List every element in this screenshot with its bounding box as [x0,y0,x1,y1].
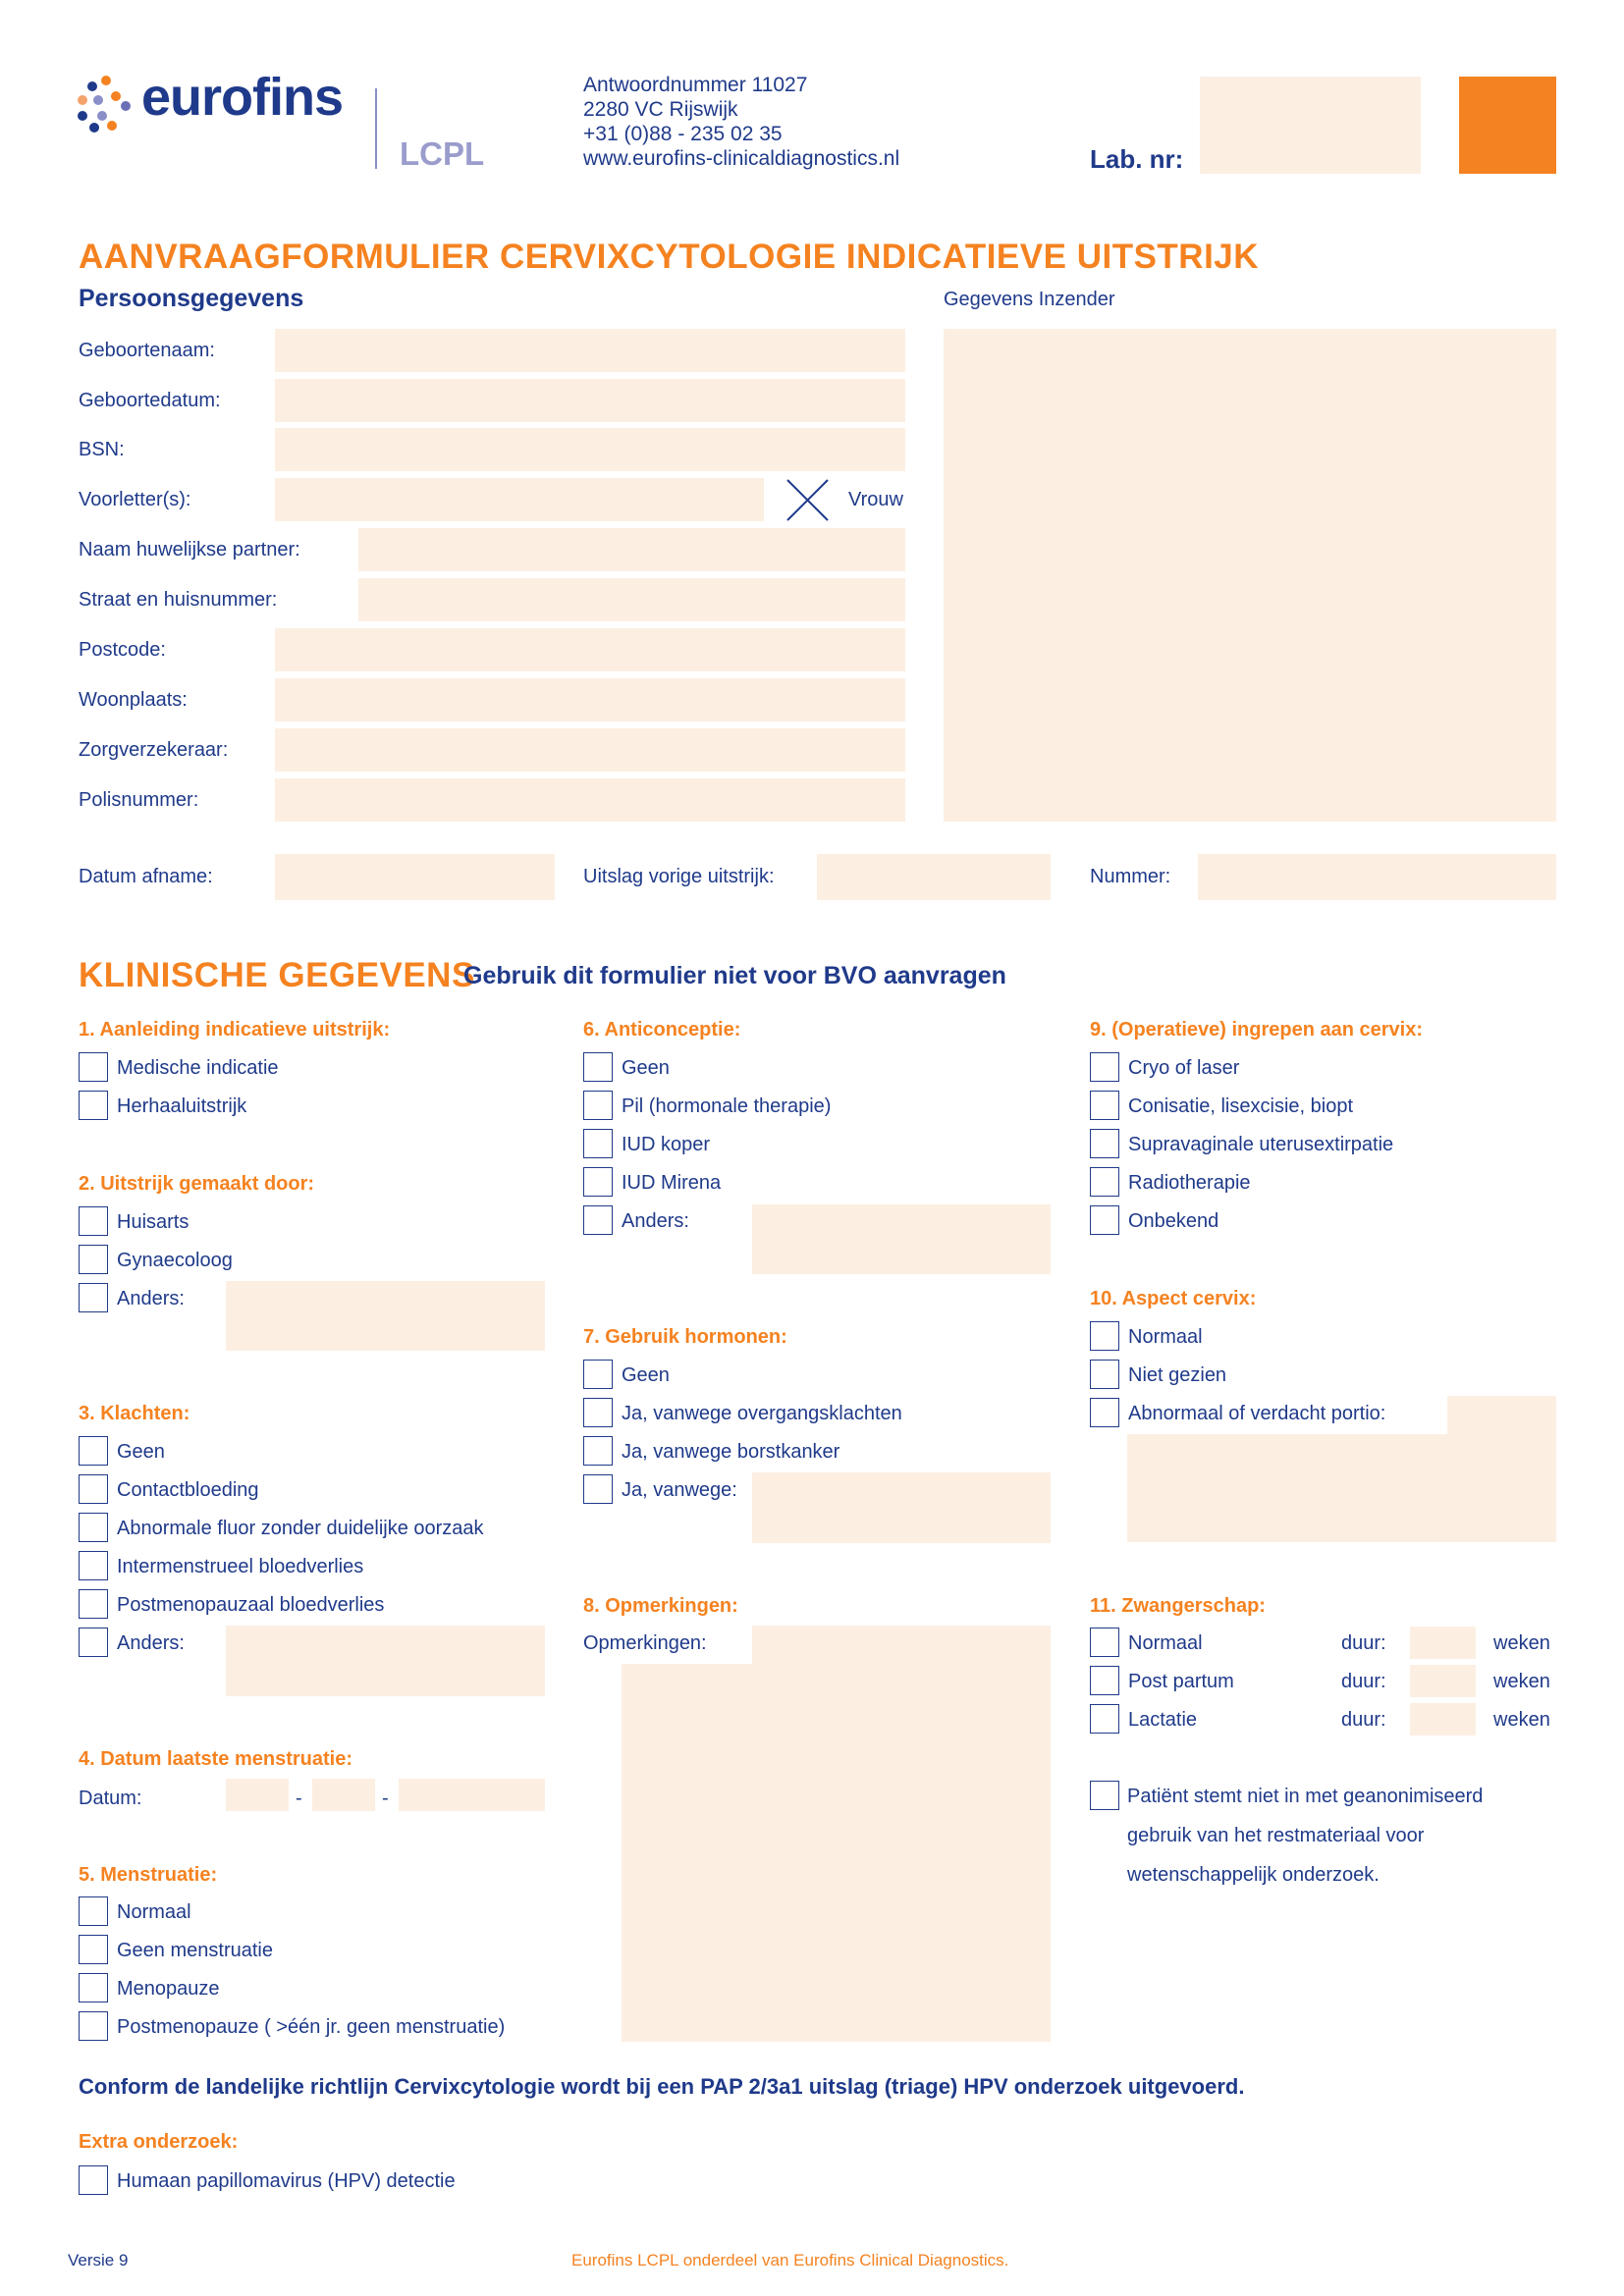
checkbox-label: Niet gezien [1128,1364,1227,1386]
input-geboortenaam[interactable] [275,329,905,372]
checkbox-s11-1[interactable] [1090,1666,1119,1695]
checkbox-label: Ja, vanwege borstkanker [622,1441,840,1463]
vrouw-label: Vrouw [848,489,903,510]
input-voorletters[interactable] [275,478,764,521]
cross-mark-icon [785,478,830,522]
address-line: Antwoordnummer 11027 [583,74,808,96]
datum-label: Datum: [79,1788,142,1809]
inzender-field[interactable] [944,329,1556,822]
field-label: Straat en huisnummer: [79,589,278,611]
input-bsn[interactable] [275,428,905,471]
checkbox-label: Normaal [1128,1632,1203,1654]
checkbox-label: Abnormaal of verdacht portio: [1128,1403,1386,1424]
checkbox-s9-2[interactable] [1090,1129,1119,1158]
checkbox-s5-0[interactable] [79,1896,108,1926]
input-zorgverzekeraar[interactable] [275,728,905,772]
nummer-input[interactable] [1198,854,1556,900]
datum-afname-input[interactable] [275,854,555,900]
checkbox-s9-4[interactable] [1090,1205,1119,1235]
lab-nr-label: Lab. nr: [1090,144,1184,174]
section-7-title: 7. Gebruik hormonen: [583,1326,787,1348]
checkbox-label: Cryo of laser [1128,1057,1240,1079]
checkbox-s10-0[interactable] [1090,1321,1119,1351]
checkbox-s7-2[interactable] [583,1436,613,1466]
opmerkingen-label: Opmerkingen: [583,1632,707,1654]
checkbox-s9-3[interactable] [1090,1167,1119,1197]
checkbox-s2-1[interactable] [79,1245,108,1274]
checkbox-s3-1[interactable] [79,1474,108,1504]
field-label: Polisnummer: [79,789,199,811]
checkbox-label: Herhaaluitstrijk [117,1095,247,1117]
section-5-title: 5. Menstruatie: [79,1864,218,1886]
section-4-title: 4. Datum laatste menstruatie: [79,1748,352,1770]
input-postcode[interactable] [275,628,905,671]
eurofins-logo-icon [77,75,135,133]
logo-text: eurofins [141,68,344,127]
orange-marker [1459,77,1556,174]
persoonsgegevens-heading: Persoonsgegevens [79,285,304,312]
field-label: Naam huwelijkse partner: [79,539,300,561]
weken-label: weken [1493,1632,1550,1654]
checkbox-label: Postmenopauze ( >één jr. geen menstruatie) [117,2016,506,2038]
zwangerschap-duur-input-1[interactable] [1410,1665,1476,1697]
input-naamhuwelijksepartner[interactable] [358,528,905,571]
section-6-title: 6. Anticonceptie: [583,1019,741,1041]
checkbox-label: Intermenstrueel bloedverlies [117,1556,364,1577]
checkbox-s11-2[interactable] [1090,1704,1119,1734]
checkbox-label: Anders: [117,1288,185,1309]
consent-text: gebruik van het restmateriaal voor [1127,1825,1425,1846]
abnormaal-portio-input-area[interactable] [1127,1434,1556,1542]
hormonen-vanwege-input[interactable] [752,1472,1051,1543]
nummer-label: Nummer: [1090,866,1171,887]
checkbox-s3-4[interactable] [79,1589,108,1619]
checkbox-label: Contactbloeding [117,1479,259,1501]
checkbox-label: Normaal [1128,1326,1203,1348]
checkbox-s1-0[interactable] [79,1052,108,1082]
website-link[interactable]: www.eurofins-clinicaldiagnostics.nl [583,147,900,170]
checkbox-s3-0[interactable] [79,1436,108,1466]
section-9-title: 9. (Operatieve) ingrepen aan cervix: [1090,1019,1424,1041]
checkbox-s6-0[interactable] [583,1052,613,1082]
field-label: Voorletter(s): [79,489,191,510]
form-title: AANVRAAGFORMULIER CERVIXCYTOLOGIE INDICATIEVE UITSTRIJK [79,238,1260,276]
logo-divider [375,88,377,169]
input-woonplaats[interactable] [275,678,905,721]
checkbox-s3-3[interactable] [79,1551,108,1580]
input-straatenhuisnummer[interactable] [358,578,905,621]
checkbox-s5-1[interactable] [79,1935,108,1964]
date-separator: - [296,1788,302,1809]
input-polisnummer[interactable] [275,778,905,822]
datum-afname-label: Datum afname: [79,866,213,887]
address-line: +31 (0)88 - 235 02 35 [583,123,783,145]
address-block [583,73,899,171]
section-8-title: 8. Opmerkingen: [583,1595,738,1617]
inzender-heading: Gegevens Inzender [944,289,1115,310]
checkbox-label: Ja, vanwege overgangsklachten [622,1403,902,1424]
opmerkingen-input-area[interactable] [622,1664,1051,2042]
checkbox-s2-2[interactable] [79,1283,108,1312]
checkbox-s6-1[interactable] [583,1091,613,1120]
klinisch-heading: KLINISCHE GEGEVENS [79,956,475,994]
checkbox-label: Gynaecoloog [117,1250,233,1271]
checkbox-s2-0[interactable] [79,1206,108,1236]
checkbox-label: Anders: [117,1632,185,1654]
zwangerschap-duur-input-0[interactable] [1410,1627,1476,1659]
section-2-title: 2. Uitstrijk gemaakt door: [79,1173,315,1195]
duur-label: duur: [1341,1709,1386,1731]
field-label: Postcode: [79,639,166,661]
checkbox-label: Pil (hormonale therapie) [622,1095,832,1117]
footer-version: Versie 9 [68,2251,129,2269]
weken-label: weken [1493,1671,1550,1692]
checkbox-s7-0[interactable] [583,1360,613,1389]
abnormaal-portio-input[interactable] [1447,1396,1556,1435]
checkbox-s7-3[interactable] [583,1474,613,1504]
field-label: Woonplaats: [79,689,188,711]
checkbox-label: Geen [622,1364,670,1386]
menstruatie-year-input[interactable] [399,1779,545,1811]
klinisch-subheading: Gebruik dit formulier niet voor BVO aanvragen [463,962,1006,989]
duur-label: duur: [1341,1671,1386,1692]
checkbox-label: IUD Mirena [622,1172,722,1194]
checkbox-label: Geen menstruatie [117,1940,273,1961]
checkbox-s10-1[interactable] [1090,1360,1119,1389]
anticonceptie-anders-input[interactable] [752,1204,1051,1274]
checkbox-label: Normaal [117,1901,191,1923]
field-label: Geboortenaam: [79,340,215,361]
hpv-label: Humaan papillomavirus (HPV) detectie [117,2170,456,2192]
field-label: Geboortedatum: [79,390,221,411]
address-line: 2280 VC Rijswijk [583,98,738,121]
checkbox-label: Geen [117,1441,165,1463]
checkbox-s11-0[interactable] [1090,1628,1119,1657]
input-geboortedatum[interactable] [275,379,905,422]
zwangerschap-duur-input-2[interactable] [1410,1703,1476,1735]
checkbox-label: Menopauze [117,1978,220,2000]
uitstrijk-anders-input[interactable] [226,1281,545,1351]
checkbox-label: Radiotherapie [1128,1172,1251,1194]
checkbox-label: Post partum [1128,1671,1234,1692]
checkbox-label: Abnormale fluor zonder duidelijke oorzaak [117,1518,484,1539]
uitslag-vorige-label: Uitslag vorige uitstrijk: [583,866,775,887]
field-label: BSN: [79,439,125,460]
checkbox-label: Postmenopauzaal bloedverlies [117,1594,385,1616]
checkbox-label: Lactatie [1128,1709,1198,1731]
uitslag-vorige-input[interactable] [817,854,1051,900]
checkbox-label: Huisarts [117,1211,189,1233]
vrouw-checkbox-checked[interactable] [785,478,830,522]
klachten-anders-input[interactable] [226,1626,545,1696]
checkbox-label: Geen [622,1057,670,1079]
checkbox-s10-2[interactable] [1090,1398,1119,1427]
checkbox-s1-1[interactable] [79,1091,108,1120]
weken-label: weken [1493,1709,1550,1731]
checkbox-label: IUD koper [622,1134,711,1155]
extra-onderzoek-title: Extra onderzoek: [79,2131,239,2153]
date-separator: - [382,1788,389,1809]
field-label: Zorgverzekeraar: [79,739,229,761]
checkbox-label: Anders: [622,1210,689,1232]
checkbox-s5-3[interactable] [79,2011,108,2041]
checkbox-s3-2[interactable] [79,1513,108,1542]
checkbox-s3-5[interactable] [79,1628,108,1657]
conform-note: Conform de landelijke richtlijn Cervixcytologie wordt bij een PAP 2/3a1 uitslag (triage) HPV onderzoek uitgevoerd. [79,2074,1245,2099]
section-3-title: 3. Klachten: [79,1403,190,1424]
consent-text: Patiënt stemt niet in met geanonimiseerd [1127,1786,1484,1807]
duur-label: duur: [1341,1632,1386,1654]
checkbox-s5-2[interactable] [79,1973,108,2002]
footer-company: Eurofins LCPL onderdeel van Eurofins Clinical Diagnostics. [571,2251,1009,2269]
lcpl-logo: LCPL [400,135,485,172]
section-1-title: 1. Aanleiding indicatieve uitstrijk: [79,1019,391,1041]
checkbox-label: Ja, vanwege: [622,1479,737,1501]
checkbox-label: Medische indicatie [117,1057,279,1079]
section-11-title: 11. Zwangerschap: [1090,1595,1266,1617]
lab-nr-field[interactable] [1200,77,1421,174]
checkbox-label: Onbekend [1128,1210,1219,1232]
section-10-title: 10. Aspect cervix: [1090,1288,1257,1309]
menstruatie-month-input[interactable] [312,1779,375,1811]
checkbox-s7-1[interactable] [583,1398,613,1427]
checkbox-s9-0[interactable] [1090,1052,1119,1082]
hpv-checkbox[interactable] [79,2165,108,2195]
menstruatie-day-input[interactable] [226,1779,289,1811]
checkbox-s6-2[interactable] [583,1129,613,1158]
opmerkingen-input[interactable] [752,1626,1051,1665]
checkbox-label: Conisatie, lisexcisie, biopt [1128,1095,1353,1117]
checkbox-label: Supravaginale uterusextirpatie [1128,1134,1394,1155]
consent-text: wetenschappelijk onderzoek. [1127,1864,1380,1886]
checkbox-s9-1[interactable] [1090,1091,1119,1120]
checkbox-s6-3[interactable] [583,1167,613,1197]
checkbox-s6-4[interactable] [583,1205,613,1235]
consent-checkbox[interactable] [1090,1781,1119,1810]
